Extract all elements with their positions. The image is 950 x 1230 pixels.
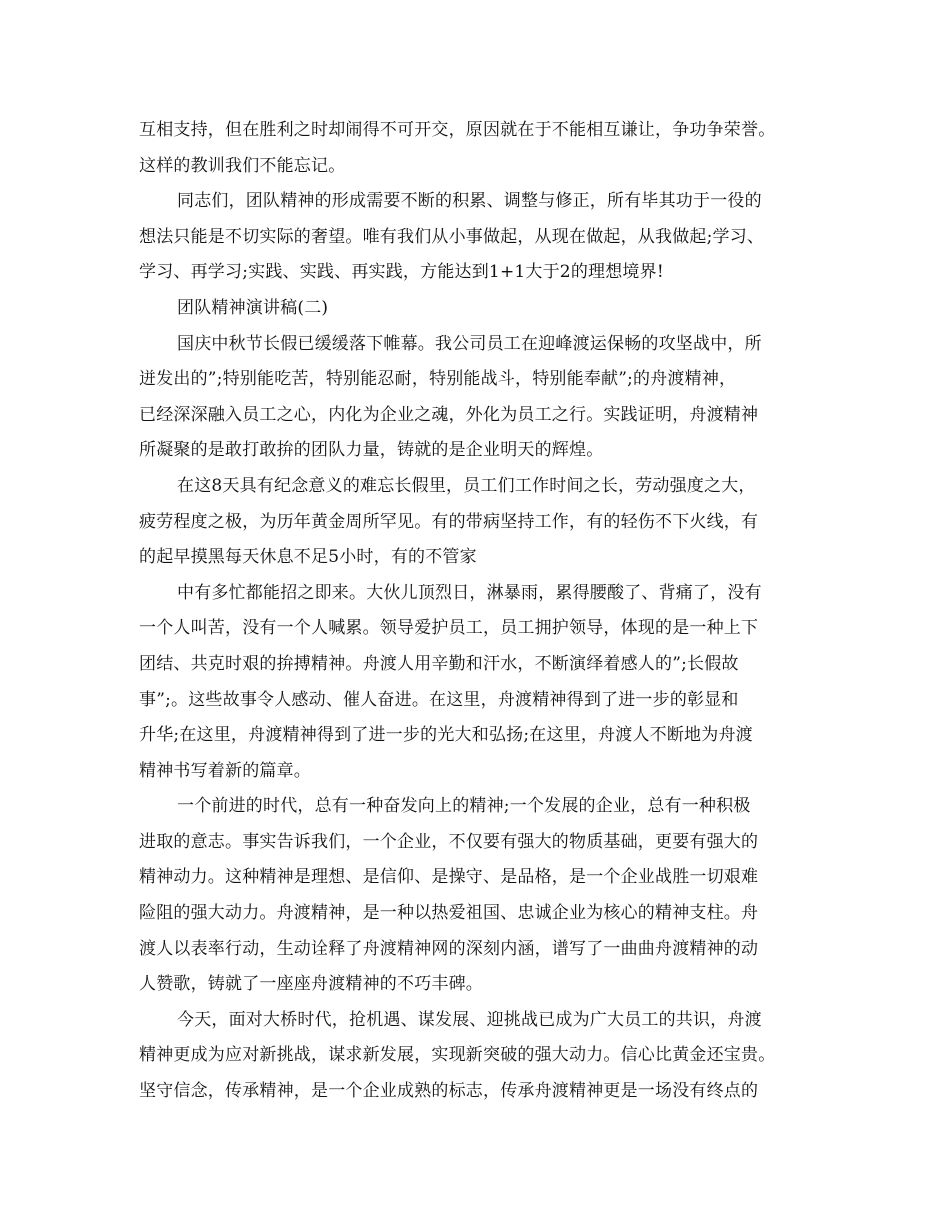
text-line: 精神书写着新的篇章。 [139, 760, 311, 781]
text-line: 的起早摸黑每天休息不足5小时，有的不管家 [139, 547, 477, 568]
text-line: 坚守信念，传承精神，是一个企业成熟的标志，传承舟渡精神更是一场没有终点的 [139, 1081, 759, 1102]
text-line: 所凝聚的是敢打敢拚的团队力量，铸就的是企业明天的辉煌。 [139, 440, 604, 461]
text-line: 疲劳程度之极，为历年黄金周所罕见。有的带病坚持工作，有的轻伤不下火线，有 [139, 511, 759, 532]
text-line: 事”;。这些故事令人感动、催人奋进。在这里，舟渡精神得到了进一步的彰显和 [139, 689, 739, 710]
text-line: 险阻的强大动力。舟渡精神，是一种以热爱祖国、忠诚企业为核心的精神支柱。舟 [139, 903, 759, 924]
text-line: 今天，面对大桥时代，抢机遇、谋发展、迎挑战已成为广大员工的共识，舟渡 [177, 1009, 762, 1030]
text-line: 学习、再学习;实践、实践、再实践，方能达到1+1大于2的理想境界! [139, 262, 664, 283]
text-line: 想法只能是不切实际的奢望。唯有我们从小事做起，从现在做起，从我做起;学习、 [139, 226, 765, 247]
document-body [139, 113, 819, 1110]
text-line: 精神动力。这种精神是理想、是信仰、是操守、是品格，是一个企业战胜一切艰难 [139, 867, 759, 888]
text-line: 一个人叫苦，没有一个人喊累。领导爱护员工，员工拥护领导，体现的是一种上下 [139, 618, 759, 639]
text-line: 进取的意志。事实告诉我们，一个企业，不仅要有强大的物质基础，更要有强大的 [139, 831, 759, 852]
text-line: 互相支持，但在胜利之时却闹得不可开交，原因就在于不能相互谦让，争功争荣誉。 [139, 120, 776, 140]
text-line: 这样的教训我们不能忘记。 [139, 155, 346, 176]
text-line: 同志们，团队精神的形成需要不断的积累、调整与修正，所有毕其功于一役的 [177, 191, 762, 212]
text-line: 已经深深融入员工之心，内化为企业之魂，外化为员工之行。实践证明，舟渡精神 [139, 404, 759, 425]
text-line: 升华;在这里，舟渡精神得到了进一步的光大和弘扬;在这里，舟渡人不断地为舟渡 [139, 725, 753, 746]
text-line: 精神更成为应对新挑战，谋求新发展，实现新突破的强大动力。信心比黄金还宝贵。 [139, 1045, 776, 1066]
text-line: 人赞歌，铸就了一座座舟渡精神的不巧丰碑。 [139, 974, 483, 995]
text-line: 迸发出的”;特别能吃苦，特别能忍耐，特别能战斗，特别能奉献”;的舟渡精神， [139, 369, 737, 390]
text-line: 一个前进的时代，总有一种奋发向上的精神;一个发展的企业，总有一种积极 [177, 796, 751, 817]
text-line: 团队精神演讲稿(二) [177, 297, 329, 318]
text-line: 团结、共克时艰的拚搏精神。舟渡人用辛勤和汗水，不断演绎着感人的”;长假故 [139, 653, 739, 674]
text-line: 渡人以表率行动，生动诠释了舟渡精神网的深刻内涵，谱写了一曲曲舟渡精神的动 [139, 938, 759, 959]
text-line: 中有多忙都能招之即来。大伙儿顶烈日，淋暴雨，累得腰酸了、背痛了，没有 [177, 582, 762, 603]
text-line: 国庆中秋节长假已缓缓落下帷幕。我公司员工在迎峰渡运保畅的攻坚战中，所 [177, 333, 762, 354]
text-line: 在这8天具有纪念意义的难忘长假里，员工们工作时间之长，劳动强度之大， [177, 475, 756, 496]
